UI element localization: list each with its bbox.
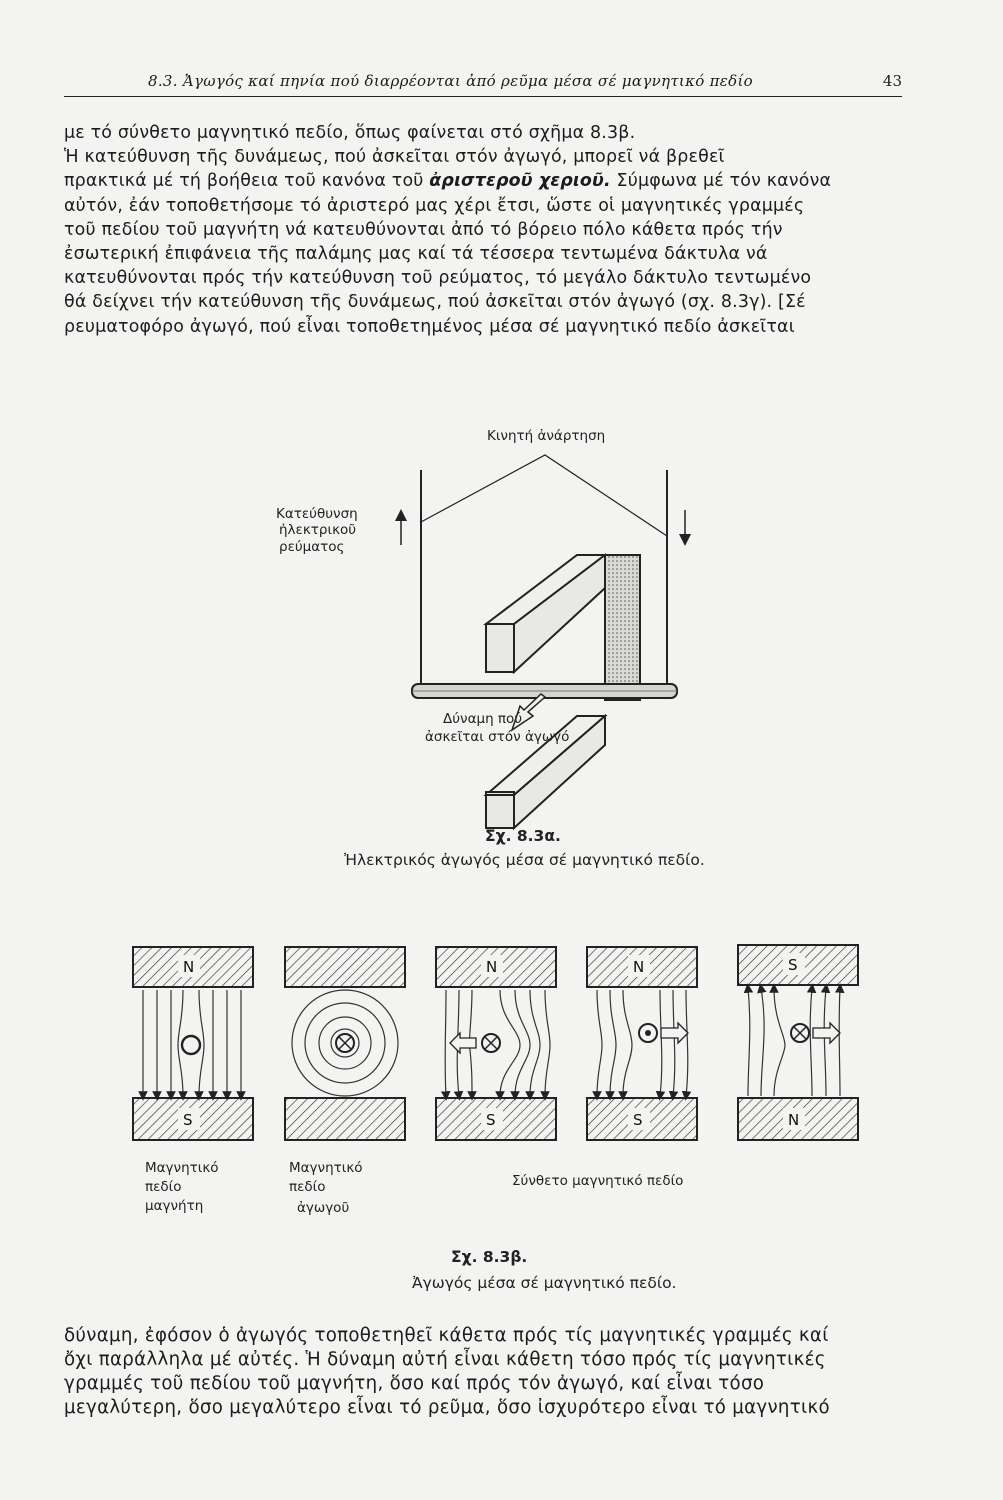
text-line: ἐσωτερική ἐπιφάνεια τῆς παλάμης μας καί τά τέσσερα τεντωμένα δάκτυλα νά bbox=[64, 244, 768, 265]
label-suspension: Κινητή ἀνάρτηση bbox=[487, 428, 606, 444]
label-conductor-field-3: ἀγωγοῦ bbox=[297, 1200, 350, 1216]
pole-n: N bbox=[183, 958, 195, 976]
text-line: αὐτόν, ἐάν τοποθετήσομε τό ἀριστερό μας χέρι ἔτσι, ὥστε οἱ μαγνητικές γραμμές bbox=[64, 195, 805, 216]
pole-s: S bbox=[183, 1111, 193, 1129]
pole-s: S bbox=[788, 956, 798, 974]
label-magnet-field-1: Μαγνητικό bbox=[145, 1160, 219, 1176]
left-hand-rule-term: ἀριστεροῦ χεριοῦ. bbox=[429, 171, 611, 192]
pole-n: N bbox=[788, 1111, 800, 1129]
pole-n: N bbox=[633, 958, 645, 976]
text-line: μεγαλύτερη, ὅσο μεγαλύτερο εἶναι τό ρεῦμα, ὅσο ἰσχυρότερο εἶναι τό μαγνητικό bbox=[64, 1397, 830, 1418]
pole-s: S bbox=[633, 1111, 643, 1129]
label-conductor-field-1: Μαγνητικό bbox=[289, 1160, 363, 1176]
text-line: ὄχι παράλληλα μέ αὐτές. Ἡ δύναμη αὐτή εἶναι κάθετη τόσο πρός τίς μαγνητικές bbox=[64, 1349, 826, 1370]
label-current-3: ρεύματος bbox=[279, 539, 345, 555]
label-magnet-field-2: πεδίο bbox=[145, 1179, 182, 1195]
label-force-2: ἀσκεῖται στόν ἀγωγό bbox=[425, 729, 570, 745]
bottom-paragraph bbox=[64, 1324, 916, 1420]
caption-8-3a-text: Ἠλεκτρικός ἀγωγός μέσα σέ μαγνητικό πεδίο. bbox=[344, 851, 705, 869]
page-number: 43 bbox=[882, 72, 902, 90]
panel-magnet-field bbox=[133, 947, 253, 1140]
text-span: Σύμφωνα μέ τόν κανόνα bbox=[610, 171, 832, 192]
text-line: κατευθύνονται πρός τήν κατεύθυνση τοῦ ρεύματος, τό μεγάλο δάκτυλο τεντωμένο bbox=[64, 268, 812, 289]
text-line: γραμμές τοῦ πεδίου τοῦ μαγνήτη, ὅσο καί πρός τόν ἀγωγό, καί εἶναι τόσο bbox=[64, 1373, 765, 1394]
text-line: με τό σύνθετο μαγνητικό πεδίο, ὅπως φαίνεται στό σχῆμα 8.3β. bbox=[64, 123, 636, 143]
panel-composite-2 bbox=[587, 947, 697, 1140]
panel-composite-1 bbox=[436, 947, 556, 1140]
pole-s: S bbox=[486, 1111, 496, 1129]
text-span: Ἡ κατεύθυνση τῆς δυνάμεως, πού ἀσκεῖται στόν ἀγωγό, μπορεῖ νά βρεθεῖ bbox=[64, 147, 725, 168]
panel-conductor-field bbox=[285, 947, 405, 1140]
label-magnet-field-3: μαγνήτη bbox=[145, 1198, 204, 1214]
text-line: θά δείχνει τήν κατεύθυνση τῆς δυνάμεως, πού ἀσκεῖται στόν ἀγωγό (σχ. 8.3γ). [Σέ bbox=[64, 292, 806, 313]
label-conductor-field-2: πεδίο bbox=[289, 1179, 326, 1195]
text-span: πρακτικά μέ τή βοήθεια τοῦ κανόνα τοῦ bbox=[64, 171, 430, 192]
text-line: ρευματοφόρο ἀγωγό, πού εἶναι τοποθετημένος μέσα σέ μαγνητικό πεδίο ἀσκεῖται bbox=[64, 316, 795, 337]
label-composite-field: Σύνθετο μαγνητικό πεδίο bbox=[512, 1173, 684, 1189]
caption-8-3b-text: Ἀγωγός μέσα σέ μαγνητικό πεδίο. bbox=[412, 1274, 677, 1292]
label-force-1: Δύναμη πού bbox=[443, 711, 523, 727]
caption-8-3a-number: Σχ. 8.3α. bbox=[485, 827, 561, 845]
label-current-2: ἠλεκτρικοῦ bbox=[279, 522, 357, 538]
panel-composite-3 bbox=[738, 945, 858, 1140]
text-line: τοῦ πεδίου τοῦ μαγνήτη νά κατευθύνονται ἀπό τό βόρειο πόλο κάθετα πρός τήν bbox=[64, 219, 783, 240]
figure-8-3a bbox=[276, 428, 705, 869]
pole-n: N bbox=[486, 958, 498, 976]
figure-8-3b bbox=[133, 945, 858, 1292]
caption-8-3b-number: Σχ. 8.3β. bbox=[451, 1248, 528, 1266]
text-line: δύναμη, ἐφόσον ὁ ἀγωγός τοποθετηθεῖ κάθετα πρός τίς μαγνητικές γραμμές καί bbox=[64, 1325, 829, 1346]
header-title: 8.3. Ἀγωγός καί πηνία πού διαρρέονται ἀπό ρεῦμα μέσα σέ μαγνητικό πεδίο bbox=[148, 72, 753, 90]
label-current-1: Κατεύθυνση bbox=[276, 506, 358, 522]
